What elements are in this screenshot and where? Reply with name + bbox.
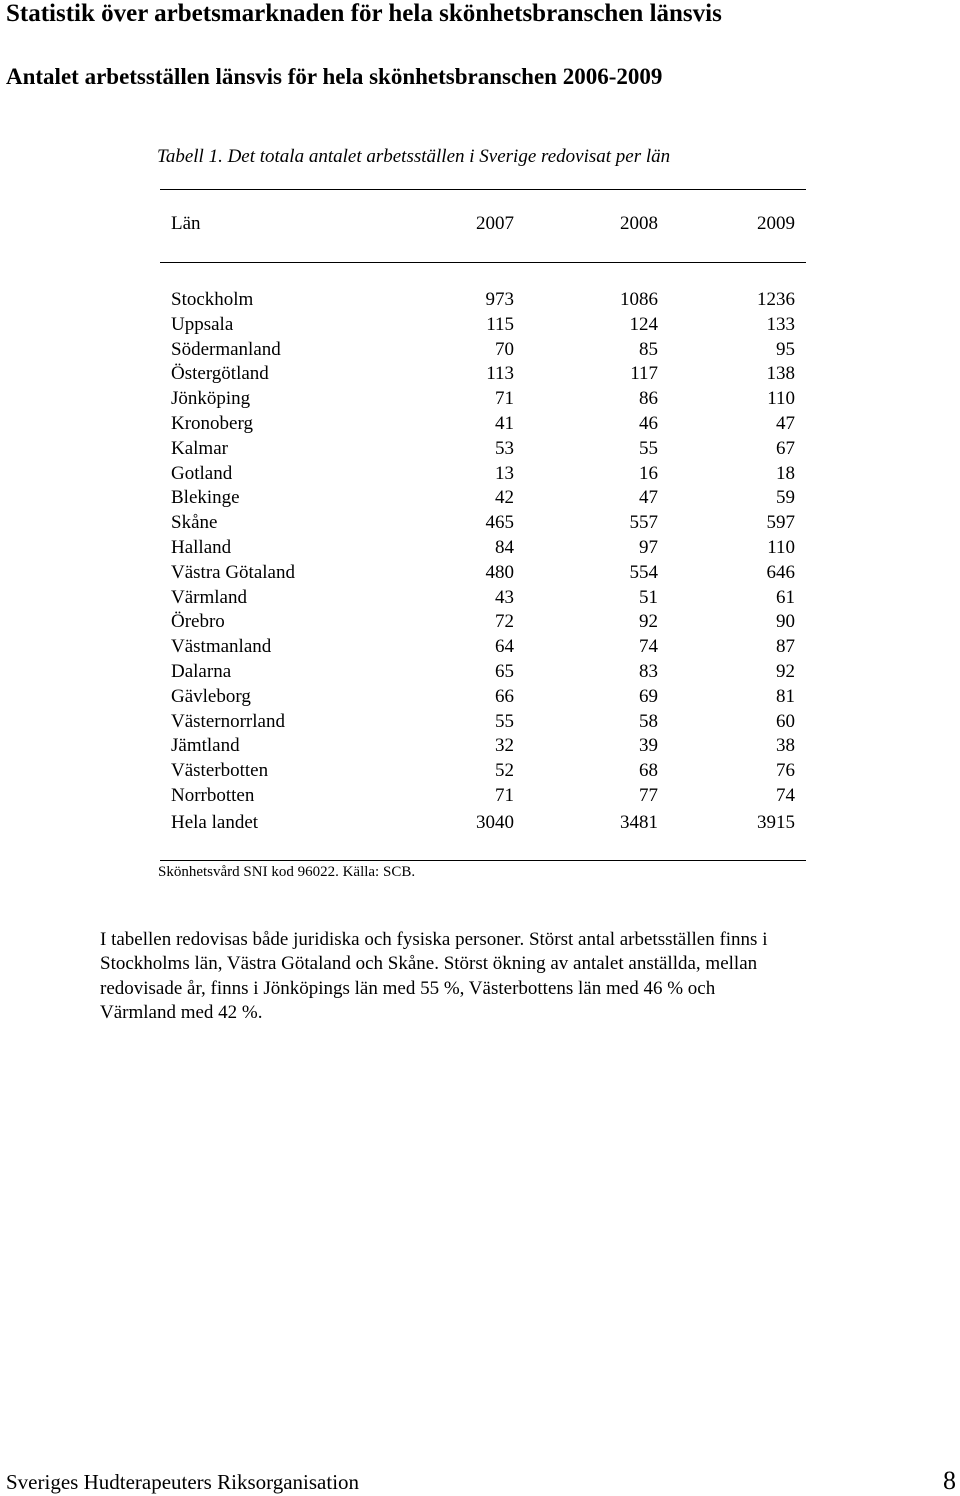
value-2008: 124: [629, 313, 658, 335]
county-name: Norrbotten: [171, 784, 255, 806]
value-2009: 597: [766, 512, 795, 534]
table-top-rule: [160, 189, 806, 190]
county-name: Skåne: [171, 512, 218, 534]
paragraph-line: Stockholms län, Västra Götaland och Skåne. Störst ökning av antalet anställda, mellan: [100, 953, 758, 975]
county-name: Västerbotten: [171, 760, 269, 782]
paragraph-line: redovisade år, finns i Jönköpings län med 55 %, Västerbottens län med 46 % och: [100, 977, 716, 999]
column-header-2009: 2009: [757, 213, 795, 234]
value-2008: 92: [639, 611, 658, 633]
table-row: [0, 289, 960, 314]
table-header-rule: [160, 262, 806, 263]
value-2007: 465: [485, 512, 514, 534]
value-2009: 87: [776, 636, 795, 658]
value-2007: 66: [495, 685, 514, 707]
value-2007: 41: [495, 412, 514, 434]
value-2009: 76: [776, 760, 795, 782]
county-name: Gävleborg: [171, 685, 251, 707]
value-2007: 480: [485, 561, 514, 583]
value-2008: 47: [639, 487, 658, 509]
value-2008: 97: [639, 536, 658, 558]
value-2008: 83: [639, 660, 658, 682]
value-2009: 81: [776, 685, 795, 707]
table-row: [0, 314, 960, 339]
page-number: 8: [943, 1466, 956, 1495]
value-2009: 138: [766, 363, 795, 385]
total-2007: 3040: [476, 812, 514, 833]
table-row: [0, 487, 960, 512]
table-row: [0, 562, 960, 587]
paragraph-line: I tabellen redovisas både juridiska och fysiska personer. Störst antal arbetsställen finns i: [100, 929, 768, 950]
table-row: [0, 636, 960, 661]
county-name: Västmanland: [171, 636, 272, 658]
value-2008: 51: [639, 586, 658, 608]
county-name: Halland: [171, 536, 232, 558]
county-name: Dalarna: [171, 660, 232, 682]
table-row: [0, 760, 960, 785]
value-2009: 1236: [757, 289, 795, 310]
value-2008: 86: [639, 388, 658, 410]
value-2008: 58: [639, 710, 658, 732]
table-caption: Tabell 1. Det totala antalet arbetsställen i Sverige redovisat per län: [157, 146, 671, 167]
value-2009: 61: [776, 586, 795, 608]
county-name: Östergötland: [171, 363, 269, 385]
county-name: Uppsala: [171, 313, 234, 335]
table-row: [0, 463, 960, 488]
value-2009: 110: [767, 536, 795, 558]
total-2009: 3915: [757, 812, 795, 833]
county-name: Södermanland: [171, 338, 281, 360]
section-heading: Antalet arbetsställen länsvis för hela skönhetsbranschen 2006-2009: [6, 64, 663, 89]
value-2007: 84: [495, 536, 514, 558]
table-row: [0, 339, 960, 364]
value-2008: 74: [639, 636, 658, 658]
total-label: Hela landet: [171, 812, 259, 833]
value-2007: 113: [486, 363, 514, 385]
value-2008: 77: [639, 784, 658, 806]
value-2007: 71: [495, 784, 514, 806]
page-title: Statistik över arbetsmarknaden för hela skönhetsbranschen länsvis: [6, 0, 722, 27]
table-row: [0, 363, 960, 388]
value-2007: 55: [495, 710, 514, 732]
table-row: [0, 661, 960, 686]
column-header-lan: Län: [171, 213, 201, 234]
county-name: Blekinge: [171, 487, 240, 509]
county-name: Stockholm: [171, 289, 254, 310]
value-2009: 95: [776, 338, 795, 360]
value-2008: 557: [629, 512, 658, 534]
value-2008: 55: [639, 437, 658, 459]
value-2008: 46: [639, 412, 658, 434]
value-2008: 16: [639, 462, 658, 484]
value-2007: 64: [495, 636, 514, 658]
table-row: [0, 438, 960, 463]
footer-organization: Sveriges Hudterapeuters Riksorganisation: [6, 1470, 360, 1494]
value-2009: 90: [776, 611, 795, 633]
value-2009: 38: [776, 735, 795, 757]
value-2009: 92: [776, 660, 795, 682]
value-2009: 60: [776, 710, 795, 732]
value-2009: 59: [776, 487, 795, 509]
value-2007: 115: [486, 313, 514, 335]
value-2008: 69: [639, 685, 658, 707]
county-name: Kalmar: [171, 437, 228, 459]
value-2009: 646: [766, 561, 795, 583]
total-2008: 3481: [620, 812, 658, 833]
body-paragraph: [100, 928, 890, 1025]
value-2007: 52: [495, 760, 514, 782]
table-source-note: Skönhetsvård SNI kod 96022. Källa: SCB.: [158, 864, 416, 880]
table-row: [0, 611, 960, 636]
value-2008: 1086: [620, 289, 658, 310]
paragraph-line: Värmland med 42 %.: [100, 1001, 263, 1023]
value-2007: 53: [495, 437, 514, 459]
value-2008: 39: [639, 735, 658, 757]
value-2007: 70: [495, 338, 514, 360]
county-name: Västra Götaland: [171, 561, 295, 583]
county-name: Jämtland: [171, 735, 240, 757]
value-2007: 42: [495, 487, 514, 509]
value-2007: 973: [485, 289, 514, 310]
column-header-2008: 2008: [620, 213, 658, 234]
county-name: Jönköping: [171, 388, 251, 410]
value-2008: 85: [639, 338, 658, 360]
value-2009: 133: [766, 313, 795, 335]
value-2007: 72: [495, 611, 514, 633]
value-2009: 74: [776, 784, 795, 806]
table-row: [0, 711, 960, 736]
table-row: [0, 785, 960, 810]
value-2009: 18: [776, 462, 795, 484]
value-2009: 110: [767, 388, 795, 410]
county-name: Kronoberg: [171, 412, 253, 434]
table-row: [0, 735, 960, 760]
value-2007: 43: [495, 586, 514, 608]
table-row: [0, 587, 960, 612]
county-name: Örebro: [171, 611, 225, 633]
value-2007: 65: [495, 660, 514, 682]
value-2008: 68: [639, 760, 658, 782]
county-name: Värmland: [171, 586, 247, 608]
county-name: Gotland: [171, 462, 233, 484]
table-row: [0, 413, 960, 438]
value-2009: 67: [776, 437, 795, 459]
value-2007: 71: [495, 388, 514, 410]
value-2008: 554: [629, 561, 658, 583]
table-row: [0, 512, 960, 537]
table-body: [0, 289, 960, 810]
value-2009: 47: [776, 412, 795, 434]
table-bottom-rule: [160, 860, 806, 861]
table-row: [0, 537, 960, 562]
value-2007: 13: [495, 462, 514, 484]
county-name: Västernorrland: [171, 710, 285, 732]
value-2007: 32: [495, 735, 514, 757]
value-2008: 117: [630, 363, 658, 385]
table-row: [0, 686, 960, 711]
table-row: [0, 388, 960, 413]
table-total-row: [0, 812, 960, 838]
column-header-2007: 2007: [476, 213, 514, 234]
